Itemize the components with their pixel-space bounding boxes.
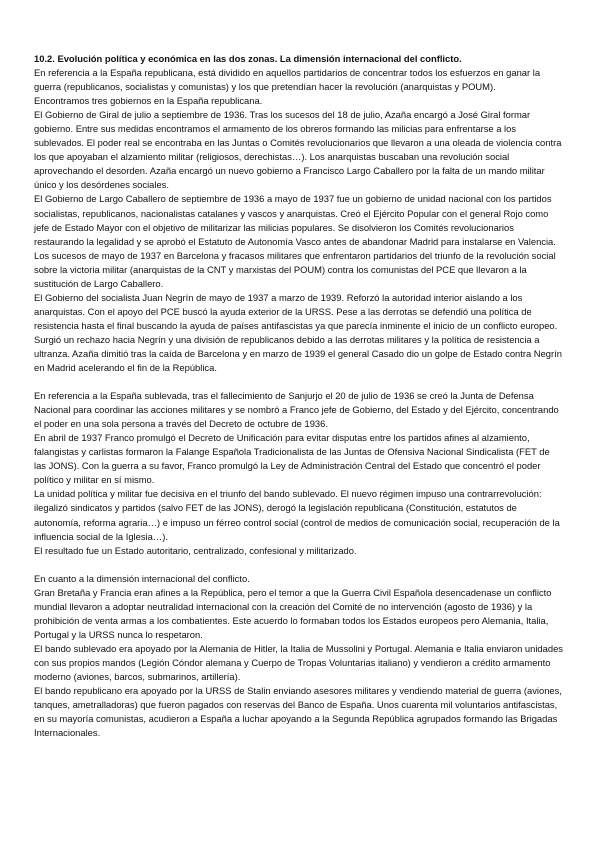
paragraph-spacer: [34, 375, 564, 389]
document-title: 10.2. Evolución política y económica en las dos zonas. La dimensión internacional del conflicto.: [34, 53, 462, 64]
paragraph-three-governments: Encontramos tres gobiernos en la España republicana.: [34, 95, 263, 107]
paragraph-apoyo-republicano: El bando republicano era apoyado por la URSS de Stalin enviando asesores militares y vendiendo material de guerra (aviones, tanques, ametralladoras) que fueron pagados con reservas del Banco de España. Unos cuarenta mil voluntarios antifascistas, en su mayoría comunistas, acudieron a España a luchar apoyando a la Segunda República agrupados formando las Brigadas Internacionales.: [34, 685, 562, 739]
paragraph-no-intervencion: Gran Bretaña y Francia eran afines a la República, pero el temor a que la Guerra Civil Española desencadenase un conflicto mundial llevaron a adoptar neutralidad internacional con la creación del Comité de no intervención (agosto de 1936) y la prohibición de venta armas a los combatientes. Este acuerdo lo formaban todos los Estados europeos pero Alemania, Italia, Portugal y la URSS nunca lo respetaron.: [34, 586, 552, 640]
paragraph-largo-caballero-government: El Gobierno de Largo Caballero de septiembre de 1936 a mayo de 1937 fue un gobierno de unidad nacional con los partidos socialistas, republicanos, nacionalistas catalanes y vascos y anarquistas. Creó el Ejército Popular con el general Rojo como jefe de Estado Mayor con el objetivo de militarizar las milicias populares. Se disolvieron los Comités revolucionarios restaurando la legalidad y se aprobó el Estatuto de Autonomía Vasco antes de abandonar Madrid para instalarse en Valencia. Los sucesos de mayo de 1937 en Barcelona y fracasos militares que enfrentaron partidarios del triunfo de la revolución social sobre la victoria militar (anarquistas de la CNT y marxistas del POUM) contra los comunistas del PCE que llevaron a la sustitución de Largo Caballero.: [34, 193, 556, 289]
paragraph-unidad-politica: La unidad política y militar fue decisiva en el triunfo del bando sublevado. El nuevo régimen impuso una contrarrevolución: ilegalizó sindicatos y partidos (salvo FET de las JONS), derogó la legislación republicana (Constitución, estatutos de autonomía, reforma agraria…) e impuso un férreo control social (control de medios de comunicación social, recuperación de la influencia social de la Iglesia…).: [34, 488, 560, 542]
paragraph-sublevada-intro: En referencia a la España sublevada, tras el fallecimiento de Sanjurjo el 20 de julio de 1936 se creó la Junta de Defensa Nacional para coordinar las acciones militares y se nombró a Franco jefe de Gobierno, del Estado y del Ejército, concentrando el poder en una sola persona a través del Decreto de octubre de 1936.: [34, 390, 559, 430]
paragraph-decreto-unificacion: En abril de 1937 Franco promulgó el Decreto de Unificación para evitar disputas entre los partidos afines al alzamiento, falangistas y carlistas formaron la Falange Española Tradicionalista de las Juntas de Ofensiva Nacional Sindicalista (FET de las JONS). Con la guerra a su favor, Franco promulgó la Ley de Administración Central del Estado que concentró el poder político y militar en sí mismo.: [34, 432, 550, 486]
paragraph-giral-government: El Gobierno de Giral de julio a septiembre de 1936. Tras los sucesos del 18 de julio, Azaña encargó a José Giral formar gobierno. Entre sus medidas encontramos el armamento de los obreros formando las milicias para enfrentarse a los sublevados. El poder real se encontraba en las Juntas o Comités revolucionarios que llevaron a una oleada de violencia contra los que apoyaban el alzamiento militar (religiosos, derechistas…). Los anarquistas buscaban una revolución social aprovechando el desorden. Azaña encargó un nuevo gobierno a Francisco Largo Caballero por la falta de un mando militar único y los desórdenes sociales.: [34, 109, 562, 191]
paragraph-spacer: [34, 558, 564, 572]
paragraph-internacional-intro: En cuanto a la dimensión internacional del conflicto.: [34, 572, 250, 584]
paragraph-negrin-government: El Gobierno del socialista Juan Negrín de mayo de 1937 a marzo de 1939. Reforzó la autoridad interior aislando a los anarquistas. Con el apoyo del PCE buscó la ayuda exterior de la URSS. Pese a las derrotas se defendió una política de resistencia hasta el final buscando la ayuda de países antifascistas ya que parecía inminente el inicio de un conflicto europeo. Surgió un rechazo hacia Negrín y una división de republicanos debido a las derrotas militares y la política de resistencia a ultranza. Azaña dimitió tras la caída de Barcelona y en marzo de 1939 el general Casado dio un golpe de Estado contra Negrín en Madrid acelerando el fin de la República.: [34, 291, 562, 374]
paragraph-resultado: El resultado fue un Estado autoritario, centralizado, confesional y militarizado.: [34, 544, 357, 556]
paragraph-republic-intro: En referencia a la España republicana, está dividido en aquellos partidarios de concentrar todos los esfuerzos en ganar la guerra (republicanos, socialistas y comunistas) y los que pretendían hacer la revolución (anarquistas y POUM).: [34, 67, 541, 93]
paragraph-apoyo-sublevado: El bando sublevado era apoyado por la Alemania de Hitler, la Italia de Mussolini y Portugal. Alemania e Italia enviaron unidades con sus propios mandos (Legión Cóndor alemana y Cuerpo de Tropas Voluntarias italiano) y vendieron a crédito armamento moderno (aviones, barcos, submarinos, artillería).: [34, 642, 563, 682]
